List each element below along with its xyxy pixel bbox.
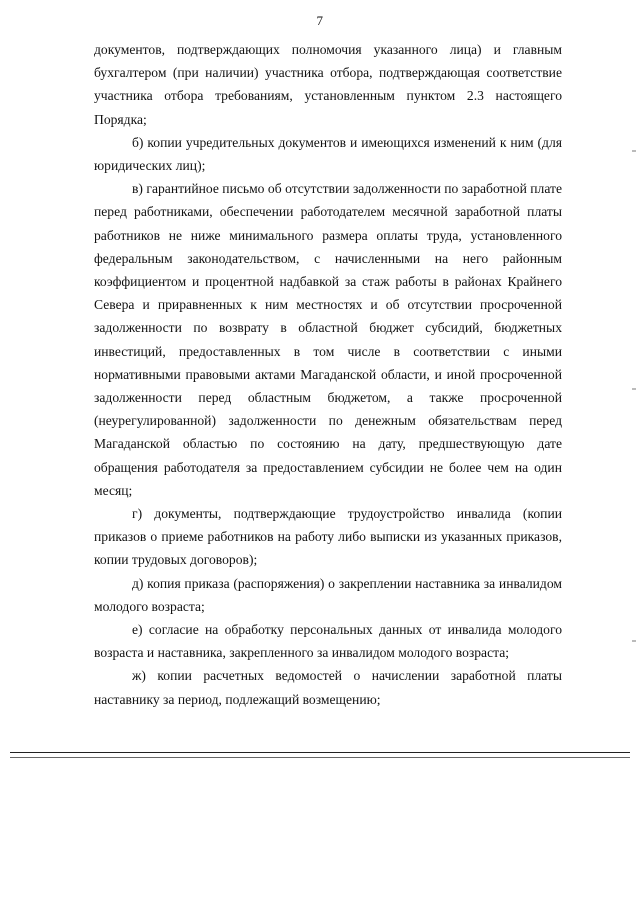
- footer-divider-secondary: [10, 757, 630, 758]
- document-body: [94, 38, 562, 711]
- page-number: 7: [316, 13, 324, 28]
- paragraph-item-g: г) документы, подтверждающие трудоустройство инвалида (копии приказов о приеме работников на работу либо выписки из указанных приказов, копии трудовых договоров);: [94, 506, 562, 568]
- scan-edge-mark: [632, 388, 636, 390]
- paragraph-item-zh: ж) копии расчетных ведомостей о начислении заработной платы наставнику за период, подлежащий возмещению;: [94, 668, 562, 707]
- paragraph-item-d: д) копия приказа (распоряжения) о закреплении наставника за инвалидом молодого возраста;: [94, 575, 562, 614]
- paragraph-item-e: е) согласие на обработку персональных данных от инвалида молодого возраста и наставника, закрепленного за инвалидом молодого возраста;: [94, 622, 562, 661]
- footer-divider: [10, 752, 630, 753]
- scan-edge-mark: [632, 640, 636, 642]
- paragraph-item-v: в) гарантийное письмо об отсутствии задолженности по заработной плате перед работниками, обеспечении работодателем месячной заработной платы работников не ниже минимального размера оплаты труда, установленного федеральным законодательством, с начисленными на него районным коэффициентом и процентной надбавкой за стаж работы в районах Крайнего Севера и приравненных к ним местностях и об отсутствии просроченной задолженности по возврату в областной бюджет субсидий, бюджетных инвестиций, предоставленных в том числе в соответствии с иными нормативными правовыми актами Магаданской области, и иной просроченной задолженности перед областным бюджетом, а также просроченной (неурегулированной) задолженности по денежным обязательствам перед Магаданской областью по состоянию на дату, предшествующую дате обращения работодателя за предоставлением субсидии не более чем на один месяц;: [94, 181, 562, 498]
- scan-edge-mark: [632, 150, 636, 152]
- paragraph-item-b: б) копии учредительных документов и имеющихся изменений к ним (для юридических лиц);: [94, 134, 562, 174]
- paragraph-continuation: документов, подтверждающих полномочия указанного лица) и главным бухгалтером (при наличии) участника отбора, подтверждающая соответствие участника отбора требованиям, установленным пунктом 2.3 настоящего Порядка;: [94, 42, 562, 127]
